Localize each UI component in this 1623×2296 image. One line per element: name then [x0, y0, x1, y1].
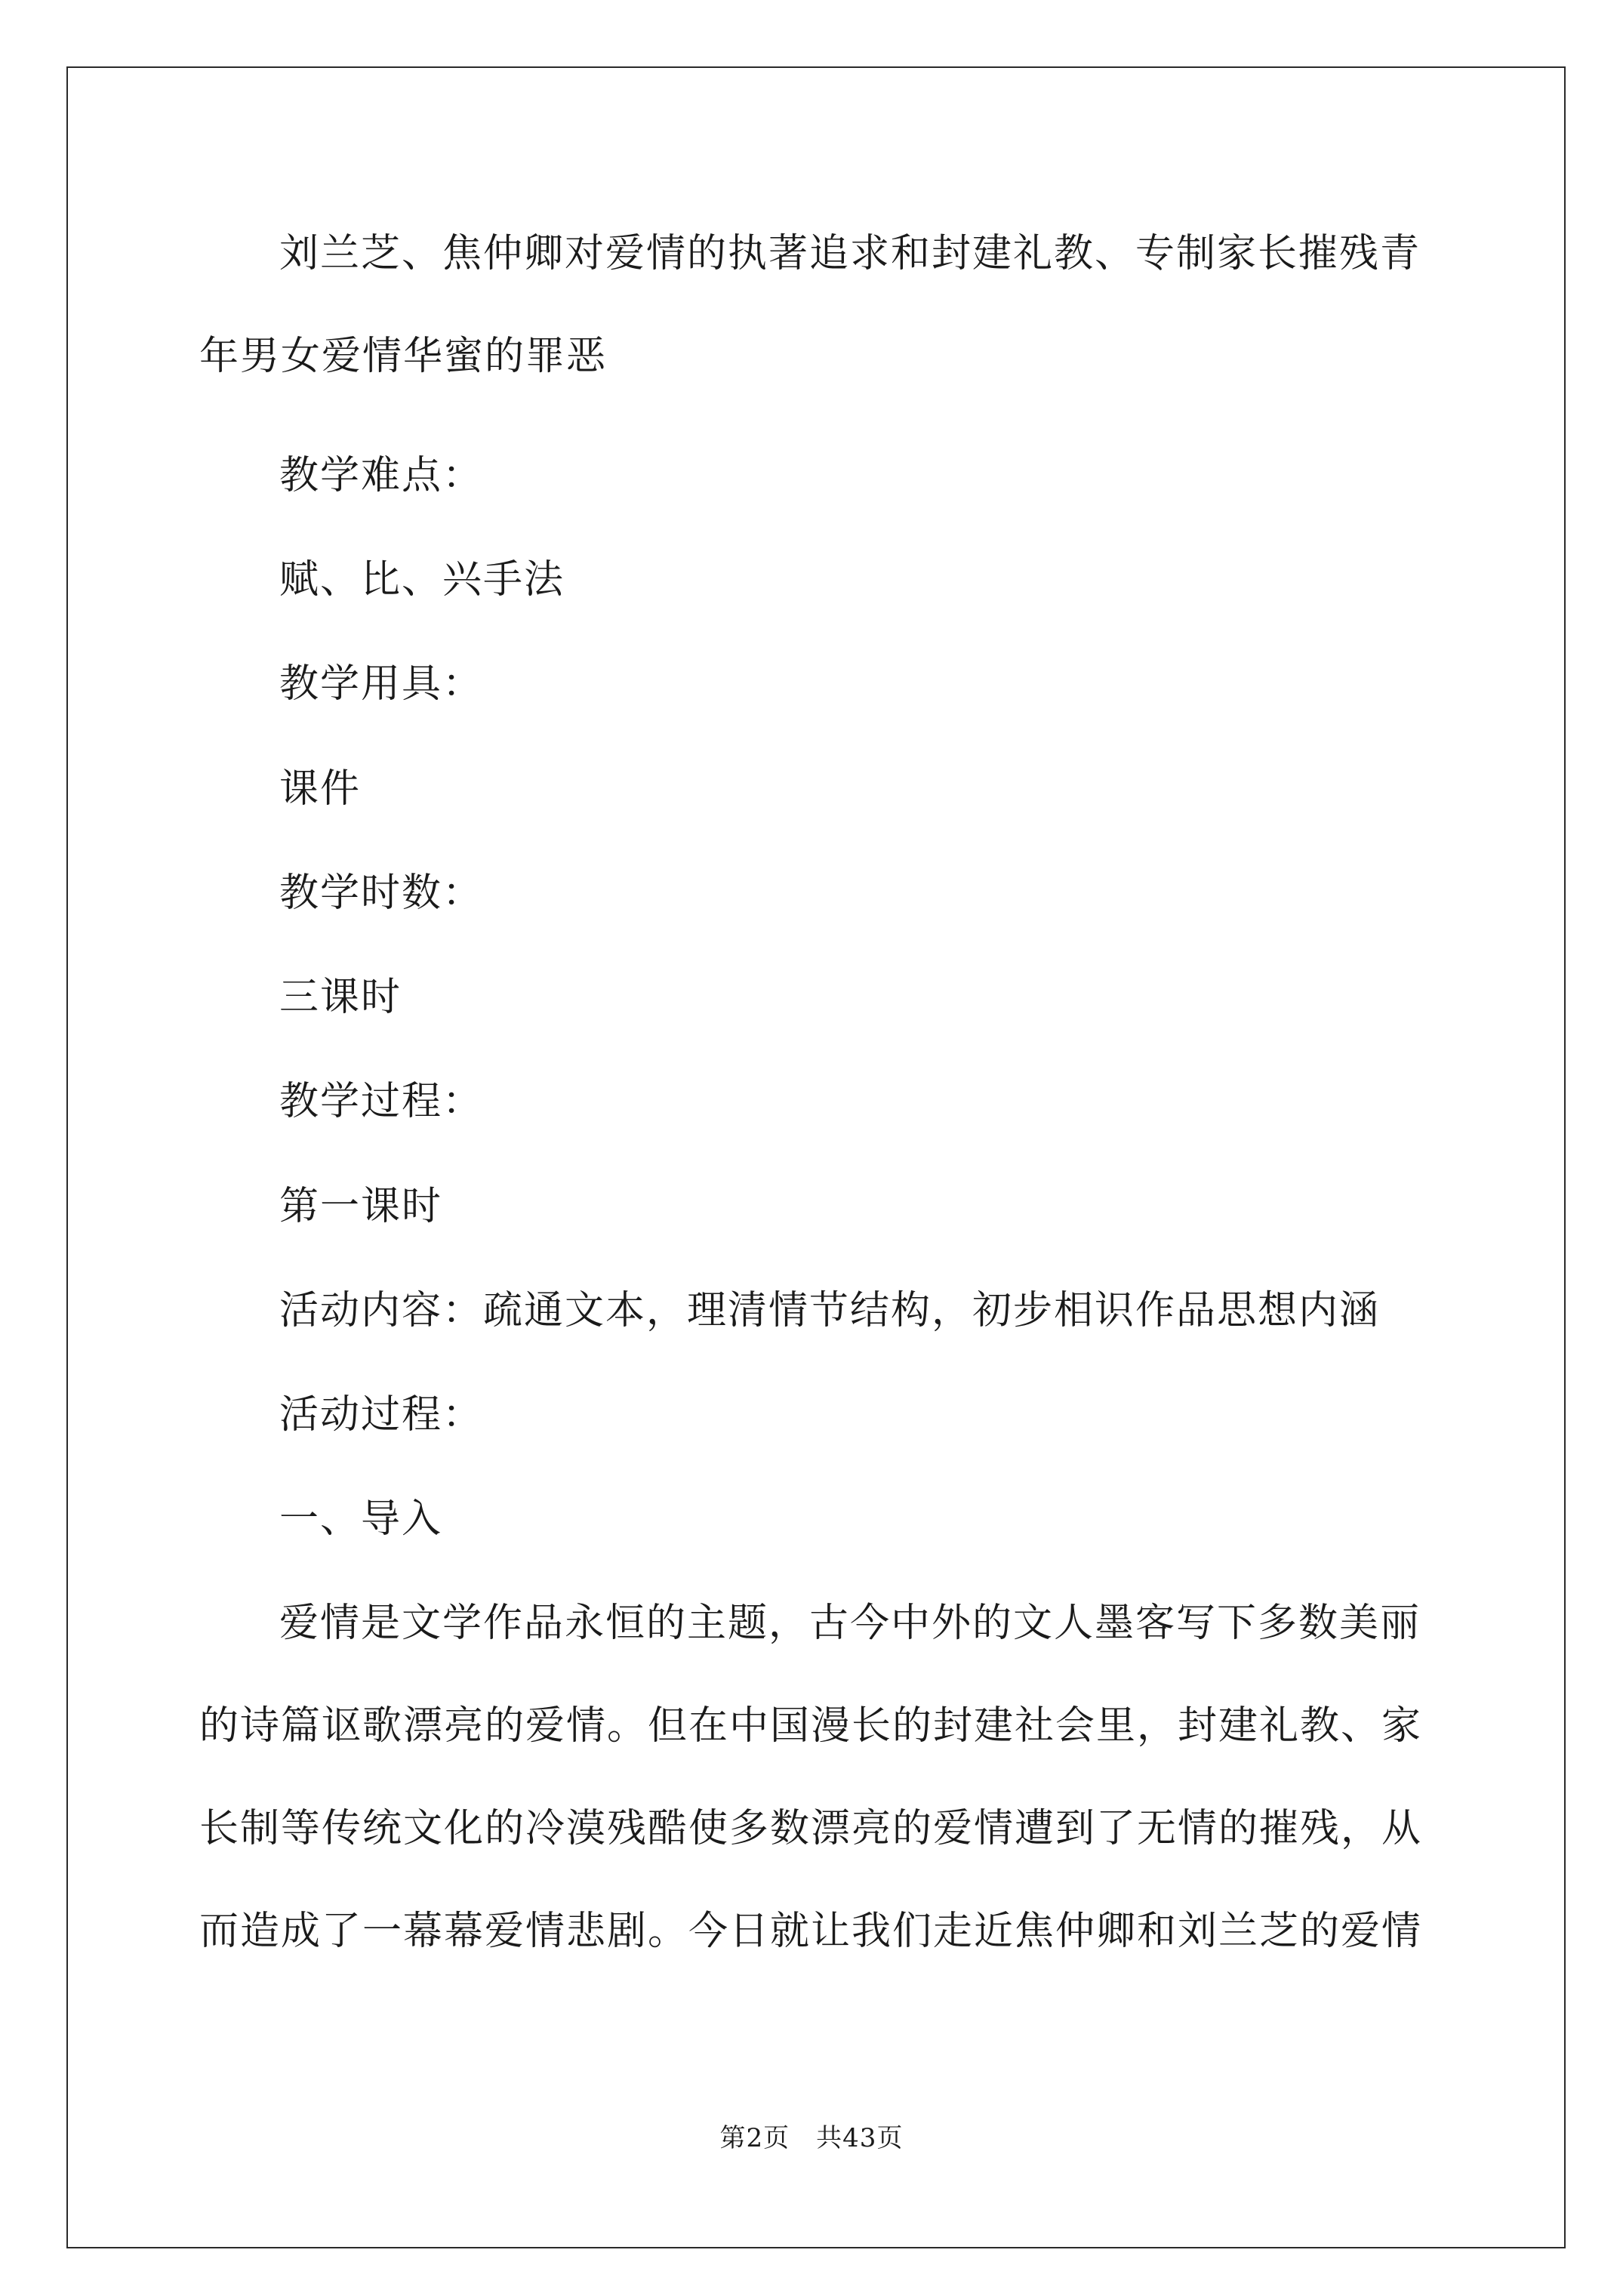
paragraph-difficulty: 赋、比、兴手法	[279, 557, 565, 603]
heading-hours: 教学时数：	[279, 871, 484, 916]
heading-process: 教学过程：	[279, 1079, 484, 1124]
paragraph-activity-content: 活动内容：疏通文本，理清情节结构，初步相识作品思想内涵	[279, 1288, 1381, 1333]
page-footer	[0, 2117, 1623, 2154]
heading-tools: 教学用具：	[279, 661, 484, 707]
paragraph-hours: 三课时	[279, 975, 402, 1020]
page-number: 第2页 共43页	[719, 2123, 904, 2153]
paragraph-intro: 爱情是文学作品永恒的主题，古今中外的文人墨客写下多数美丽的诗篇讴歌漂亮的爱情。但在中国漫长的封建社会里，封建礼教、家长制等传统文化的冷漠残酷使多数漂亮的爱情遭到了无情的摧残，从而造成了一幕幕爱情悲剧。今日就让我们走近焦仲卿和刘兰芝的爱情	[199, 1601, 1423, 1954]
heading-activity-process: 活动过程：	[279, 1392, 484, 1438]
paragraph-key-points-cont: 刘兰芝、焦仲卿对爱情的执著追求和封建礼教、专制家长摧残青年男女爱情华蜜的罪恶	[199, 231, 1421, 379]
paragraph-tools: 课件	[279, 766, 362, 812]
heading-first-lesson: 第一课时	[279, 1184, 443, 1229]
heading-intro: 一、导入	[279, 1496, 443, 1542]
heading-difficulty: 教学难点：	[279, 453, 484, 498]
